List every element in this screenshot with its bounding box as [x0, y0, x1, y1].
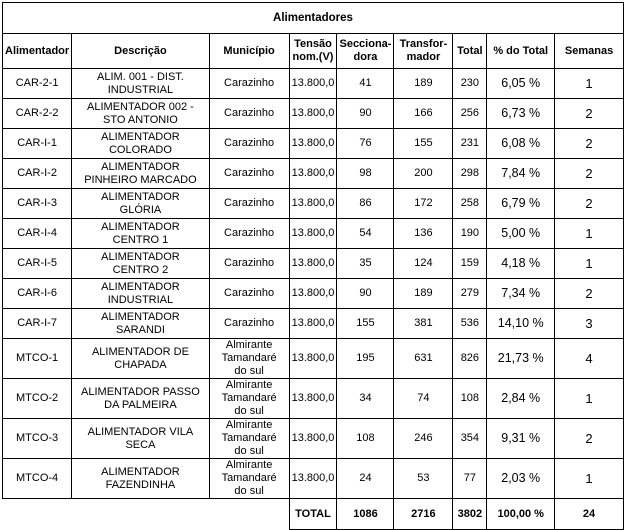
cell-pct: 6,79 % [487, 189, 555, 219]
cell-tensao: 13.800,0 [289, 129, 337, 159]
cell-transformador: 124 [394, 249, 453, 279]
table-row [3, 189, 624, 219]
cell-seccionadora: 155 [337, 309, 394, 339]
cell-descricao [72, 249, 210, 279]
cell-alimentador: CAR-I-6 [3, 279, 72, 309]
cell-pct: 2,84 % [487, 379, 555, 419]
cell-tensao: 13.800,0 [289, 279, 337, 309]
alimentadores-table [2, 2, 624, 530]
cell-alimentador: MTCO-1 [3, 339, 72, 379]
cell-municipio [209, 419, 289, 459]
cell-descricao [72, 189, 210, 219]
cell-municipio [209, 459, 289, 499]
table-row [3, 99, 624, 129]
cell-seccionadora: 108 [337, 419, 394, 459]
cell-descricao-line: ALIMENTADOR [101, 280, 180, 293]
header-pct-total: % do Total [487, 34, 555, 69]
table-row [3, 339, 624, 379]
cell-transformador: 189 [394, 279, 453, 309]
cell-municipio-line: do sul [234, 365, 264, 377]
table-title: Alimentadores [3, 3, 624, 34]
cell-tensao: 13.800,0 [289, 309, 337, 339]
table-row [3, 459, 624, 499]
cell-municipio [209, 309, 289, 339]
cell-descricao-line: PINHEIRO MARCADO [84, 173, 197, 186]
cell-descricao [72, 339, 210, 379]
cell-descricao-line: GLÓRIA [119, 203, 162, 216]
cell-pct: 6,73 % [487, 99, 555, 129]
cell-descricao-line: STO ANTONIO [103, 113, 178, 126]
cell-descricao-line: ALIMENTADOR 002 - [87, 100, 194, 113]
cell-pct: 7,84 % [487, 159, 555, 189]
cell-total: 108 [453, 379, 487, 419]
cell-total: 279 [453, 279, 487, 309]
cell-transformador: 155 [394, 129, 453, 159]
cell-descricao-line: ALIMENTADOR [101, 250, 180, 263]
cell-seccionadora: 54 [337, 219, 394, 249]
cell-descricao-line: COLORADO [108, 143, 172, 156]
header-seccionadora [337, 34, 394, 69]
table-row [3, 379, 624, 419]
cell-semanas: 2 [555, 419, 624, 459]
cell-municipio [209, 379, 289, 419]
cell-seccionadora: 35 [337, 249, 394, 279]
cell-pct: 6,08 % [487, 129, 555, 159]
cell-total: 231 [453, 129, 487, 159]
cell-total: 256 [453, 99, 487, 129]
totals-pct: 100,00 % [487, 499, 555, 530]
cell-alimentador: CAR-I-7 [3, 309, 72, 339]
cell-municipio-line: Almirante Tamandaré [221, 379, 277, 404]
cell-tensao: 13.800,0 [289, 339, 337, 379]
cell-descricao [72, 159, 210, 189]
cell-pct: 21,73 % [487, 339, 555, 379]
cell-seccionadora: 90 [337, 279, 394, 309]
cell-pct: 2,03 % [487, 459, 555, 499]
cell-municipio [209, 129, 289, 159]
cell-total: 230 [453, 69, 487, 99]
cell-municipio-line: Almirante Tamandaré [221, 339, 277, 364]
cell-municipio-line: Carazinho [224, 257, 275, 269]
cell-semanas: 2 [555, 99, 624, 129]
cell-descricao [72, 99, 210, 129]
table-row [3, 69, 624, 99]
cell-descricao-line: ALIMENTADOR VILA [87, 425, 194, 438]
cell-municipio-line: do sul [234, 485, 264, 497]
cell-alimentador: MTCO-3 [3, 419, 72, 459]
header-transformador-line1: Transfor- [399, 38, 448, 50]
cell-tensao: 13.800,0 [289, 219, 337, 249]
cell-municipio [209, 189, 289, 219]
cell-total: 190 [453, 219, 487, 249]
cell-municipio-line: Carazinho [224, 197, 275, 209]
cell-descricao-line: CENTRO 1 [112, 233, 169, 246]
cell-tensao: 13.800,0 [289, 459, 337, 499]
cell-descricao-line: INDUSTRIAL [107, 293, 174, 306]
cell-municipio [209, 99, 289, 129]
totals-total: 3802 [453, 499, 487, 530]
cell-transformador: 53 [394, 459, 453, 499]
cell-alimentador: CAR-I-2 [3, 159, 72, 189]
cell-semanas: 2 [555, 159, 624, 189]
table-row [3, 129, 624, 159]
header-tensao-line1: Tensão [294, 38, 332, 50]
cell-municipio-line: Carazinho [224, 77, 275, 89]
cell-descricao-line: ALIMENTADOR PASSO [81, 385, 200, 398]
cell-pct: 5,00 % [487, 219, 555, 249]
cell-total: 354 [453, 419, 487, 459]
cell-transformador: 631 [394, 339, 453, 379]
cell-municipio-line: Carazinho [224, 137, 275, 149]
cell-transformador: 381 [394, 309, 453, 339]
header-seccionadora-line1: Secciona- [339, 38, 392, 50]
header-transformador [394, 34, 453, 69]
cell-seccionadora: 90 [337, 99, 394, 129]
cell-municipio-line: Carazinho [224, 227, 275, 239]
cell-tensao: 13.800,0 [289, 159, 337, 189]
cell-transformador: 200 [394, 159, 453, 189]
cell-municipio-line: do sul [234, 445, 264, 457]
cell-descricao [72, 279, 210, 309]
cell-tensao: 13.800,0 [289, 99, 337, 129]
cell-descricao [72, 379, 210, 419]
cell-descricao-line: ALIMENTADOR [101, 130, 180, 143]
cell-municipio-line: Carazinho [224, 287, 275, 299]
cell-descricao-line: CENTRO 2 [112, 263, 169, 276]
cell-semanas: 2 [555, 129, 624, 159]
cell-total: 826 [453, 339, 487, 379]
cell-alimentador: MTCO-4 [3, 459, 72, 499]
cell-total: 258 [453, 189, 487, 219]
cell-descricao-line: ALIMENTADOR [101, 220, 180, 233]
cell-seccionadora: 195 [337, 339, 394, 379]
header-municipio: Município [209, 34, 289, 69]
cell-descricao-line: ALIMENTADOR [101, 310, 180, 323]
cell-municipio [209, 279, 289, 309]
cell-descricao-line: ALIMENTADOR [101, 160, 180, 173]
cell-transformador: 172 [394, 189, 453, 219]
cell-alimentador: CAR-I-1 [3, 129, 72, 159]
cell-tensao: 13.800,0 [289, 379, 337, 419]
cell-semanas: 4 [555, 339, 624, 379]
cell-tensao: 13.800,0 [289, 249, 337, 279]
cell-descricao [72, 419, 210, 459]
cell-descricao [72, 129, 210, 159]
cell-descricao-line: ALIM. 001 - DIST. [97, 70, 184, 83]
totals-seccionadora: 1086 [337, 499, 394, 530]
header-total: Total [453, 34, 487, 69]
cell-descricao-line: ALIMENTADOR DE [91, 345, 189, 358]
cell-municipio-line: Carazinho [224, 107, 275, 119]
header-tensao-line2: nom.(V) [292, 51, 334, 63]
totals-row [3, 499, 624, 530]
cell-tensao: 13.800,0 [289, 419, 337, 459]
cell-alimentador: CAR-2-1 [3, 69, 72, 99]
cell-semanas: 2 [555, 189, 624, 219]
cell-descricao [72, 219, 210, 249]
cell-semanas: 1 [555, 69, 624, 99]
totals-label: TOTAL [289, 499, 337, 530]
header-descricao: Descrição [72, 34, 210, 69]
cell-municipio [209, 69, 289, 99]
cell-semanas: 2 [555, 279, 624, 309]
cell-transformador: 166 [394, 99, 453, 129]
cell-descricao-line: FAZENDINHA [105, 478, 176, 491]
cell-seccionadora: 76 [337, 129, 394, 159]
cell-seccionadora: 34 [337, 379, 394, 419]
cell-pct: 14,10 % [487, 309, 555, 339]
header-transformador-line2: mador [406, 51, 441, 63]
cell-transformador: 246 [394, 419, 453, 459]
cell-pct: 4,18 % [487, 249, 555, 279]
cell-seccionadora: 24 [337, 459, 394, 499]
cell-alimentador: MTCO-2 [3, 379, 72, 419]
cell-descricao-line: SARANDI [115, 323, 165, 336]
cell-seccionadora: 98 [337, 159, 394, 189]
cell-descricao-line: DA PALMEIRA [104, 398, 177, 411]
cell-descricao-line: CHAPADA [114, 358, 167, 371]
cell-semanas: 1 [555, 249, 624, 279]
cell-descricao [72, 309, 210, 339]
cell-pct: 9,31 % [487, 419, 555, 459]
cell-total: 159 [453, 249, 487, 279]
header-semanas: Semanas [555, 34, 624, 69]
table-row [3, 309, 624, 339]
cell-total: 77 [453, 459, 487, 499]
cell-semanas: 1 [555, 379, 624, 419]
cell-seccionadora: 41 [337, 69, 394, 99]
cell-municipio [209, 249, 289, 279]
cell-transformador: 189 [394, 69, 453, 99]
header-alimentador: Alimentador [3, 34, 72, 69]
cell-municipio [209, 159, 289, 189]
cell-pct: 7,34 % [487, 279, 555, 309]
table-row [3, 419, 624, 459]
cell-descricao [72, 69, 210, 99]
cell-municipio-line: do sul [234, 405, 264, 417]
cell-semanas: 1 [555, 459, 624, 499]
cell-descricao [72, 459, 210, 499]
cell-alimentador: CAR-I-4 [3, 219, 72, 249]
cell-municipio [209, 339, 289, 379]
cell-municipio-line: Almirante Tamandaré [221, 459, 277, 484]
cell-transformador: 136 [394, 219, 453, 249]
cell-pct: 6,05 % [487, 69, 555, 99]
header-seccionadora-line2: dora [353, 51, 378, 63]
cell-alimentador: CAR-I-3 [3, 189, 72, 219]
cell-descricao-line: INDUSTRIAL [107, 83, 174, 96]
cell-descricao-line: ALIMENTADOR [101, 465, 180, 478]
cell-municipio-line: Carazinho [224, 317, 275, 329]
table-row [3, 159, 624, 189]
cell-municipio-line: Almirante Tamandaré [221, 419, 277, 444]
cell-descricao-line: SECA [125, 438, 156, 451]
cell-alimentador: CAR-2-2 [3, 99, 72, 129]
cell-total: 298 [453, 159, 487, 189]
table-row [3, 249, 624, 279]
cell-descricao-line: ALIMENTADOR [101, 190, 180, 203]
cell-municipio-line: Carazinho [224, 167, 275, 179]
table-row [3, 279, 624, 309]
cell-alimentador: CAR-I-5 [3, 249, 72, 279]
totals-transformador: 2716 [394, 499, 453, 530]
table-row [3, 219, 624, 249]
totals-semanas: 24 [555, 499, 624, 530]
cell-tensao: 13.800,0 [289, 189, 337, 219]
cell-municipio [209, 219, 289, 249]
cell-semanas: 1 [555, 219, 624, 249]
cell-tensao: 13.800,0 [289, 69, 337, 99]
cell-total: 536 [453, 309, 487, 339]
cell-semanas: 3 [555, 309, 624, 339]
cell-seccionadora: 86 [337, 189, 394, 219]
cell-transformador: 74 [394, 379, 453, 419]
totals-spacer [3, 499, 290, 530]
header-tensao [289, 34, 337, 69]
